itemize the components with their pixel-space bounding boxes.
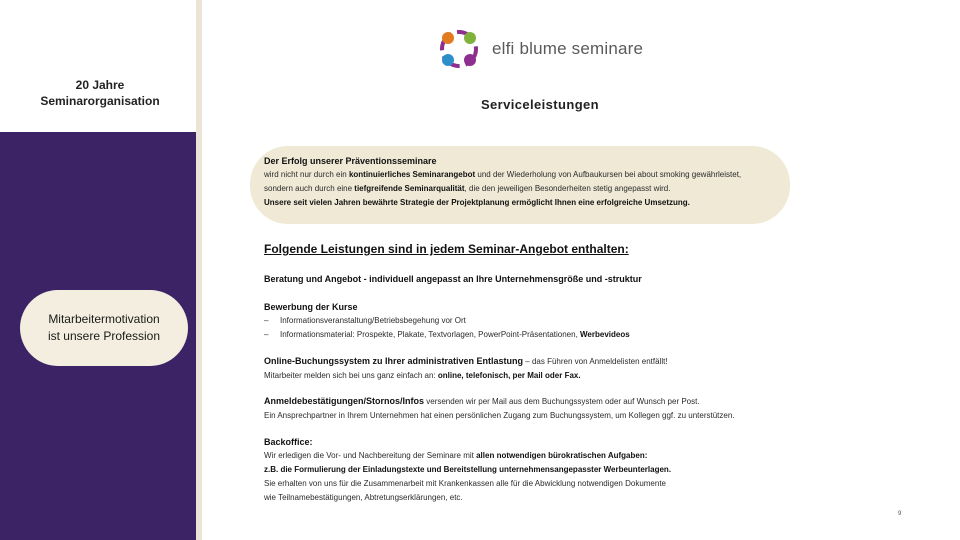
sidebar-title	[20, 77, 180, 109]
service-online-booking	[264, 354, 668, 383]
slogan-line2: ist unsere Profession	[47, 329, 161, 343]
bewerbung-item-1: – Informationsveranstaltung/Betriebsbegehung vor Ort	[264, 316, 466, 325]
intro-heading: Der Erfolg unserer Präventionsseminare	[264, 156, 437, 166]
intro-line1: wird nicht nur durch ein kontinuierliches Seminarangebot und der Wiederholung von Aufbaukursen bei about smoking gewährleistet,	[264, 170, 742, 179]
services-heading: Folgende Leistungen sind in jedem Seminar-Angebot enthalten:	[264, 242, 629, 256]
people-circle-logo-icon	[434, 24, 484, 74]
page-number: 9	[898, 511, 902, 517]
intro-line3: Unsere seit vielen Jahren bewährte Strategie der Projektplanung ermöglicht Ihnen eine erfolgreiche Umsetzung.	[264, 198, 690, 207]
online-line1: Online-Buchungssystem zu Ihrer administrativen Entlastung – das Führen von Anmeldelisten entfällt!	[264, 356, 668, 366]
sidebar	[0, 0, 200, 540]
backoffice-line4: wie Teilnamebestätigungen, Abtretungserklärungen, etc.	[264, 493, 463, 502]
backoffice-title: Backoffice:	[264, 437, 313, 447]
slogan-line1: Mitarbeitermotivation	[48, 312, 160, 326]
backoffice-line3: Sie erhalten von uns für die Zusammenarbeit mit Krankenkassen alle für die Abwicklung notwendigen Dokumente	[264, 479, 666, 488]
service-beratung: Beratung und Angebot - individuell angepasst an Ihre Unternehmensgröße und -struktur	[264, 274, 642, 284]
service-backoffice	[264, 435, 671, 505]
sidebar-slogan	[20, 290, 188, 366]
backoffice-line2: z.B. die Formulierung der Einladungstexte und Bereitstellung unternehmensangepasster Werbeunterlagen.	[264, 465, 672, 474]
bewerbung-title: Bewerbung der Kurse	[264, 302, 358, 312]
service-bewerbung	[264, 300, 630, 342]
service-anmeldebestaetigungen	[264, 394, 735, 423]
page-title: Serviceleistungen	[480, 97, 600, 112]
anmelde-line1: Anmeldebestätigungen/Stornos/Infos versenden wir per Mail aus dem Buchungssystem oder auf Wunsch per Post.	[264, 396, 700, 406]
anmelde-line2: Ein Ansprechpartner in Ihrem Unternehmen hat einen persönlichen Zugang zum Buchungssystem, um Kollegen ggf. zu unterstützen.	[264, 411, 735, 420]
bewerbung-item-2: – Informationsmaterial: Prospekte, Plakate, Textvorlagen, PowerPoint-Präsentationen, Werbevideos	[264, 330, 630, 339]
intro-line2: sondern auch durch eine tiefgreifende Seminarqualität, die den jeweiligen Besonderheiten stetig angepasst wird.	[264, 184, 671, 193]
logo-text: elfi blume seminare	[492, 39, 644, 58]
sidebar-title-line2: Seminarorganisation	[40, 94, 160, 108]
brand-logo	[434, 24, 654, 74]
backoffice-line1: Wir erledigen die Vor- und Nachbereitung der Seminare mit allen notwendigen bürokratischen Aufgaben:	[264, 451, 648, 460]
online-line2: Mitarbeiter melden sich bei uns ganz einfach an: online, telefonisch, per Mail oder Fax.	[264, 371, 581, 380]
intro-box	[250, 146, 790, 224]
sidebar-divider	[196, 0, 202, 540]
sidebar-title-line1: 20 Jahre	[75, 78, 125, 92]
